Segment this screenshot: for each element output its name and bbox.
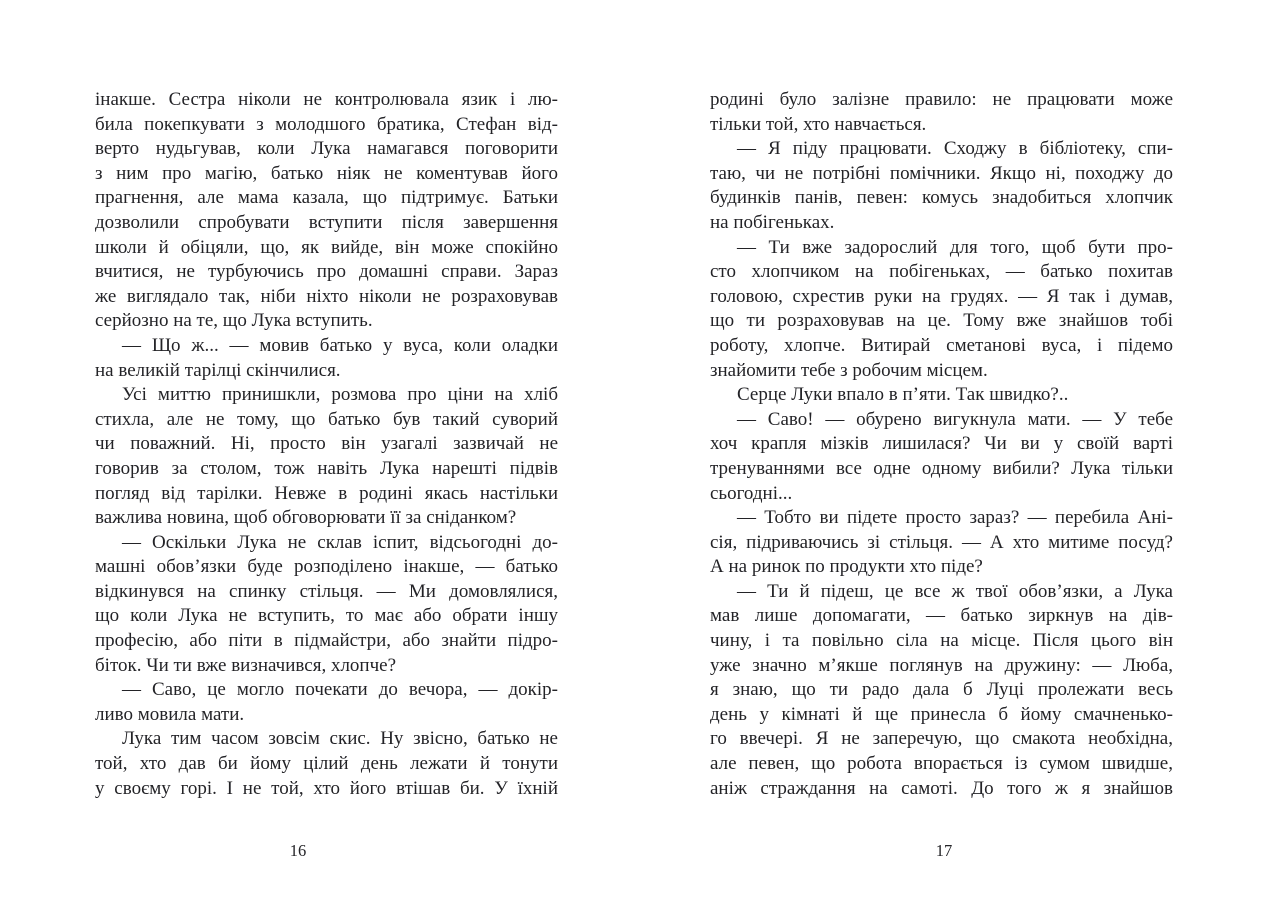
- text-line: на побігеньках.: [710, 211, 835, 233]
- text-line: мав лише допомагати, — батько зиркнув на дів-: [710, 605, 1173, 627]
- text-line: той, хто дав би йому цілий день лежати й тонути: [95, 753, 558, 775]
- text-line: головою, схрестив руки на грудях. — Я так і думав,: [710, 285, 1173, 307]
- text-line: у своєму горі. І не той, хто його втішав би. У їхній: [95, 777, 558, 799]
- text-line: день у кімнаті й ще принесла б йому смачненько-: [710, 703, 1173, 725]
- text-line: на великій тарілці скінчилися.: [95, 359, 341, 381]
- text-line: тільки той, хто навчається.: [710, 113, 927, 135]
- text-line: дозволили спробувати вступити після завершення: [95, 211, 558, 233]
- text-line: родині було залізне правило: не працювати може: [710, 89, 1173, 110]
- text-line: хоч крапля мізків лишилася? Чи ви у своїй варті: [710, 433, 1173, 455]
- text-line: говорив за столом, тож навіть Лука нарешті підвів: [95, 457, 558, 479]
- text-line: відкинувся на спинку стільця. — Ми домовлялися,: [95, 580, 558, 602]
- text-line: Усі миттю принишкли, розмова про ціни на хліб: [122, 384, 558, 406]
- text-line: аніж страждання на самоті. До того ж я знайшов: [710, 777, 1173, 799]
- text-line: будинків панів, певен: комусь знадобиться хлопчик: [710, 187, 1173, 209]
- text-line: Лука тим часом зовсім скис. Ну звісно, батько не: [122, 728, 558, 750]
- page-number-right: 17: [935, 841, 953, 860]
- text-line: з ним про магію, батько ніяк не коментував його: [95, 162, 558, 184]
- text-line: але певен, що робота впорається із сумом швидше,: [710, 753, 1173, 775]
- text-line: серйозно на те, що Лука вступить.: [95, 310, 373, 332]
- text-line: що коли Лука не вступить, то має або обрати іншу: [95, 605, 558, 627]
- text-line: таю, чи не потрібні помічники. Якщо ні, походжу до: [710, 162, 1173, 184]
- text-line: інакше. Сестра ніколи не контролювала язик і лю-: [95, 89, 558, 110]
- page-number-left: 16: [289, 841, 307, 860]
- text-line: — Саво! — обурено вигукнула мати. — У тебе: [737, 408, 1173, 430]
- text-line: погляд від тарілки. Невже в родині якась настільки: [95, 482, 558, 504]
- text-line: чи поважний. Ні, просто він узагалі зазвичай не: [95, 433, 558, 455]
- text-line: я знаю, що ти радо дала б Луці пролежати весь: [710, 679, 1173, 701]
- text-line: — Що ж... — мовив батько у вуса, коли оладки: [122, 334, 558, 356]
- text-line: вчитися, не турбуючись про домашні справи. Зараз: [95, 261, 558, 283]
- text-line: знайомити тебе з робочим місцем.: [710, 359, 988, 381]
- text-line: — Оскільки Лука не склав іспит, відсьогодні до-: [122, 531, 558, 553]
- text-line: роботу, хлопче. Витирай сметанові вуса, і підемо: [710, 334, 1173, 356]
- text-line: — Я піду працювати. Сходжу в бібліотеку, спи-: [737, 138, 1173, 160]
- text-line: А на ринок по продукти хто піде?: [710, 556, 983, 578]
- page-left-text: [95, 88, 558, 801]
- text-line: школи й обіцяли, що, як вийде, він може спокійно: [95, 236, 558, 258]
- text-line: го ввечері. Я не заперечую, що смакота необхідна,: [710, 728, 1173, 750]
- text-line: прагнення, але мама казала, що підтримує. Батьки: [95, 187, 558, 209]
- text-line: важлива новина, щоб обговорювати її за сніданком?: [95, 507, 517, 529]
- text-line: сія, підриваючись зі стільця. — А хто митиме посуд?: [710, 531, 1173, 553]
- page-right-text: [710, 88, 1173, 801]
- text-line: била покепкувати з молодшого братика, Стефан від-: [95, 113, 558, 135]
- text-line: верто нудьгував, коли Лука намагався поговорити: [95, 138, 558, 160]
- text-line: сьогодні...: [710, 482, 793, 504]
- text-line: же виглядало так, ніби ніхто ніколи не розраховував: [95, 285, 558, 307]
- text-line: сто хлопчиком на побігеньках, — батько похитав: [710, 261, 1173, 283]
- text-line: що ти розраховував на це. Тому вже знайшов тобі: [710, 310, 1173, 332]
- text-line: чину, і та повільно сіла на місце. Після цього він: [710, 630, 1173, 652]
- text-line: стихла, але не тому, що батько був такий суворий: [95, 408, 558, 430]
- text-line: Серце Луки впало в п’яти. Так швидко?..: [737, 384, 1069, 406]
- text-line: біток. Чи ти вже визначився, хлопче?: [95, 654, 397, 676]
- text-line: ливо мовила мати.: [95, 703, 245, 725]
- text-line: — Ти й підеш, це все ж твої обов’язки, а Лука: [737, 580, 1173, 602]
- text-line: тренуваннями все одне одному вибили? Лука тільки: [710, 457, 1173, 479]
- text-line: машні обов’язки буде розподілено інакше, — батько: [95, 556, 558, 578]
- text-line: професію, або піти в підмайстри, або знайти підро-: [95, 630, 558, 652]
- text-line: уже значно м’якше поглянув на дружину: — Люба,: [710, 654, 1173, 676]
- text-line: — Тобто ви підете просто зараз? — перебила Ані-: [737, 507, 1173, 529]
- text-line: — Саво, це могло почекати до вечора, — докір-: [122, 679, 558, 701]
- text-line: — Ти вже задорослий для того, щоб бути про-: [737, 236, 1173, 258]
